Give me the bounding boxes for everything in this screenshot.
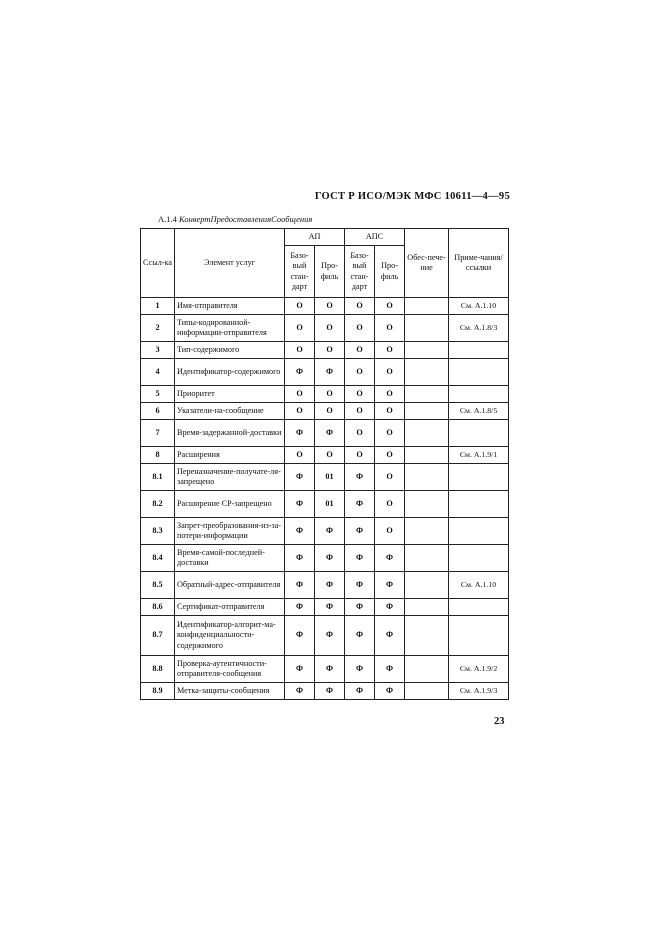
row-element: Приоритет [175,386,285,403]
table-row [141,616,509,656]
row-profile-an: Ф [315,683,345,700]
row-base-aps: Ф [345,518,375,545]
row-base-aps: Ф [345,572,375,599]
table-row [141,447,509,464]
row-note [449,599,509,616]
table-title: КонвертПредоставленияСообщения [179,214,313,224]
row-profile-aps: Ф [375,656,405,683]
row-profile-aps: О [375,342,405,359]
table-row [141,386,509,403]
row-profile-aps: Ф [375,545,405,572]
row-support [405,572,449,599]
row-profile-an: Ф [315,599,345,616]
row-base-an: Ф [285,491,315,518]
row-ref: 1 [141,298,175,315]
table-row [141,491,509,518]
row-ref: 8.4 [141,545,175,572]
row-base-aps: О [345,386,375,403]
row-profile-an: О [315,403,345,420]
row-support [405,315,449,342]
row-support [405,491,449,518]
row-profile-an: О [315,315,345,342]
row-profile-aps: О [375,464,405,491]
row-element: Запрет-преобразования-из-за-потери-информации [175,518,285,545]
row-support [405,656,449,683]
table-row [141,315,509,342]
row-note [449,491,509,518]
table-row [141,518,509,545]
row-support [405,518,449,545]
row-note [449,359,509,386]
row-support [405,545,449,572]
row-element: Переназначение-получате-ля-запрещено [175,464,285,491]
row-support [405,683,449,700]
row-support [405,342,449,359]
table-row [141,359,509,386]
row-base-aps: Ф [345,464,375,491]
row-element: Расширения [175,447,285,464]
row-support [405,447,449,464]
row-profile-an: О [315,447,345,464]
row-base-aps: Ф [345,491,375,518]
row-ref: 2 [141,315,175,342]
row-element: Имя-отправителя [175,298,285,315]
table-row [141,298,509,315]
row-element: Время-самой-последней-доставки [175,545,285,572]
row-profile-an: Ф [315,656,345,683]
row-profile-an: Ф [315,420,345,447]
table-row [141,464,509,491]
row-base-aps: Ф [345,545,375,572]
row-element: Метка-защиты-сообщения [175,683,285,700]
row-base-an: Ф [285,616,315,656]
row-ref: 8.2 [141,491,175,518]
col-header-base-aps: Базо-вый стан-дарт [345,246,375,298]
row-note [449,386,509,403]
row-element: Расширение СР-запрещено [175,491,285,518]
table-row [141,599,509,616]
row-profile-an: Ф [315,545,345,572]
row-element: Проверка-аутентичности-отправителя-сообщения [175,656,285,683]
row-profile-aps: О [375,359,405,386]
row-element: Идентификатор-алгорит-ма-конфиденциальности-содержимого [175,616,285,656]
row-base-aps: Ф [345,656,375,683]
col-header-an: АП [285,229,345,246]
row-support [405,616,449,656]
row-base-an: Ф [285,683,315,700]
row-element: Тип-содержимого [175,342,285,359]
row-base-aps: О [345,315,375,342]
row-profile-an: 01 [315,464,345,491]
row-support [405,464,449,491]
row-ref: 8.1 [141,464,175,491]
row-element: Сертификат-отправителя [175,599,285,616]
row-base-an: О [285,403,315,420]
row-support [405,420,449,447]
row-profile-aps: О [375,315,405,342]
row-note: См. А.1.9/2 [449,656,509,683]
row-base-an: Ф [285,464,315,491]
row-profile-aps: О [375,403,405,420]
row-ref: 4 [141,359,175,386]
col-header-profile-aps: Про-филь [375,246,405,298]
row-ref: 8.5 [141,572,175,599]
row-note [449,616,509,656]
row-base-aps: О [345,359,375,386]
table-row [141,342,509,359]
service-elements-table [140,228,509,700]
table-row [141,683,509,700]
row-ref: 5 [141,386,175,403]
row-profile-aps: Ф [375,572,405,599]
row-base-aps: О [345,298,375,315]
row-element: Время-задержанной-доставки [175,420,285,447]
row-note [449,518,509,545]
row-note: См. А.1.8/5 [449,403,509,420]
row-ref: 8.7 [141,616,175,656]
row-support [405,386,449,403]
row-profile-an: О [315,298,345,315]
row-profile-an: 01 [315,491,345,518]
col-header-support: Обес-пече-ние [405,229,449,298]
row-note [449,342,509,359]
row-profile-aps: О [375,491,405,518]
row-profile-aps: Ф [375,683,405,700]
row-support [405,403,449,420]
row-base-aps: О [345,420,375,447]
row-support [405,298,449,315]
row-profile-an: Ф [315,572,345,599]
row-base-an: Ф [285,545,315,572]
row-ref: 8.6 [141,599,175,616]
page-number: 23 [494,716,505,727]
row-base-an: Ф [285,656,315,683]
row-base-an: О [285,447,315,464]
col-header-profile-an: Про-филь [315,246,345,298]
row-note: См. А.1.10 [449,572,509,599]
row-base-an: Ф [285,518,315,545]
row-ref: 3 [141,342,175,359]
col-header-aps: АПС [345,229,405,246]
row-base-an: О [285,315,315,342]
row-support [405,599,449,616]
row-base-aps: Ф [345,599,375,616]
row-base-an: Ф [285,359,315,386]
row-note [449,420,509,447]
row-note [449,545,509,572]
row-element: Указатели-на-сообщение [175,403,285,420]
row-base-an: Ф [285,599,315,616]
row-ref: 8.8 [141,656,175,683]
row-profile-an: Ф [315,616,345,656]
table-row [141,572,509,599]
col-header-ref: Ссыл-ка [141,229,175,298]
row-profile-an: О [315,342,345,359]
row-profile-aps: Ф [375,599,405,616]
row-note: См. А.1.10 [449,298,509,315]
row-base-aps: О [345,447,375,464]
row-ref: 7 [141,420,175,447]
row-profile-aps: О [375,386,405,403]
row-base-an: О [285,298,315,315]
row-element: Типы-кодированной-информации-отправителя [175,315,285,342]
row-profile-aps: О [375,420,405,447]
row-profile-an: О [315,386,345,403]
row-ref: 8 [141,447,175,464]
row-profile-an: Ф [315,359,345,386]
row-base-an: О [285,342,315,359]
section-number: A.1.4 [158,214,177,224]
row-element: Идентификатор-содержимого [175,359,285,386]
row-ref: 6 [141,403,175,420]
row-base-an: О [285,386,315,403]
row-support [405,359,449,386]
row-ref: 8.3 [141,518,175,545]
row-base-aps: Ф [345,683,375,700]
row-ref: 8.9 [141,683,175,700]
row-profile-aps: Ф [375,616,405,656]
col-header-element: Элемент услуг [175,229,285,298]
row-base-aps: О [345,403,375,420]
row-base-an: Ф [285,420,315,447]
col-header-base-an: Базо-вый стан-дарт [285,246,315,298]
table-row [141,420,509,447]
col-header-notes: Приме-чания/ ссылки [449,229,509,298]
row-base-aps: Ф [345,616,375,656]
document-header: ГОСТ Р ИСО/МЭК МФС 10611—4—95 [314,191,510,202]
row-base-aps: О [345,342,375,359]
row-note [449,464,509,491]
row-profile-aps: О [375,298,405,315]
row-base-an: Ф [285,572,315,599]
row-profile-aps: О [375,447,405,464]
row-note: См. А.1.9/3 [449,683,509,700]
table-row [141,656,509,683]
row-note: См. А.1.8/3 [449,315,509,342]
row-profile-an: Ф [315,518,345,545]
row-element: Обратный-адрес-отправителя [175,572,285,599]
row-profile-aps: О [375,518,405,545]
row-note: См. А.1.9/1 [449,447,509,464]
table-row [141,403,509,420]
table-caption [158,214,312,224]
table-row [141,545,509,572]
table-body [141,298,509,700]
